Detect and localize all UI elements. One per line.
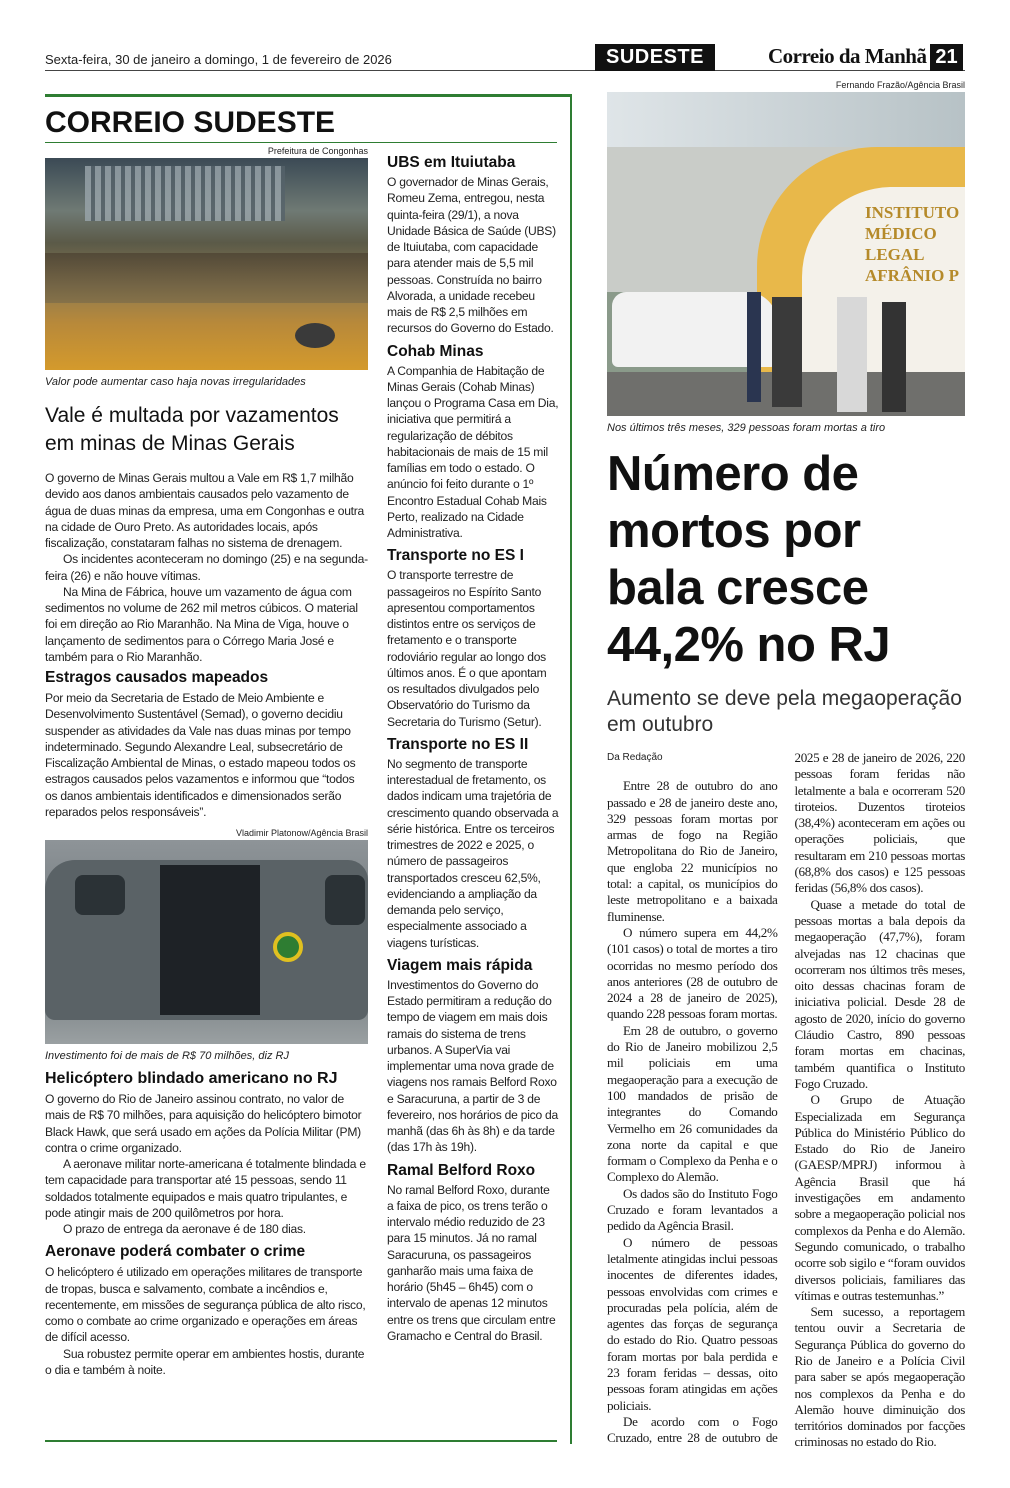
article-body — [45, 1091, 368, 1237]
paragraph: O helicóptero é utilizado em operações militares de transporte de tropas, busca e salvamento, combate a incêndios e, recentemente, em missões de segurança pública de alto risco, como o combate ao crime organizado e operações em áreas de difícil acesso. — [45, 1265, 366, 1345]
left-column — [45, 146, 368, 1378]
paragraph: O número de pessoas letalmente atingidas inclui pessoas inocentes de diferentes idades, pessoas envolvidas com crimes e procuradas pela polícia, além de agentes das forças de segurança do estado do Rio. Quatro pessoas foram mortas por bala perdida e 23 foram feridas – dessas, oito pessoas foram atingidas em ações policiais. — [607, 1234, 778, 1413]
paragraph: Os dados são do Instituto Fogo Cruzado e foram levantados a pedido da Agência Brasil. — [607, 1185, 778, 1234]
paragraph: O número supera em 44,2% (101 casos) o total de mortes a tiro ocorridas no mesmo período dos anos anteriores (28 de outubro de 2024 a 28 de janeiro de 2025), quando 228 pessoas foram mortas. — [607, 924, 778, 1022]
brief-title: Cohab Minas — [387, 342, 484, 360]
main-subtitle: Aumento se deve pela megaoperação em outubro — [607, 687, 962, 736]
byline: Da Redação — [607, 752, 663, 763]
article-headline: Vale é multada por vazamentos em minas de Minas Gerais — [45, 404, 339, 455]
paragraph: Em 28 de outubro, o governo do Rio de Janeiro mobilizou 2,5 mil policiais em uma megaoperação para a execução de 100 mandados de prisão de integrantes do Comando Vermelho em 26 comunidades da zona norte da capital e que formam o Complexo da Penha e o Complexo do Alemão. — [607, 1022, 778, 1185]
brief-text: Investimentos do Governo do Estado permitiram a redução do tempo de viagem em mais dois ramais do sistema de trens urbanos. A SuperVia vai implementar uma nova grade de viagens nos ramais Belford Roxo e Saracuruna, a partir de 3 de fevereiro, nos horários de pico da manhã (das 6h às 8h) e da tarde (das 17h às 19h). — [387, 977, 558, 1155]
brief-title: Transporte no ES II — [387, 735, 529, 753]
paragraph: Sem sucesso, a reportagem tentou ouvir a Secretaria de Segurança Pública do governo do Rio de Janeiro e a Polícia Civil para saber se após megaoperação nos complexos da Penha e do Alemão houve diminuição dos territórios dominados por facções criminosas no estado do Rio. — [794, 1304, 965, 1450]
brief-item — [387, 154, 559, 337]
paragraph: O governo de Minas Gerais multou a Vale em R$ 1,7 milhão devido aos danos ambientais causados pelo vazamento de água de duas minas da empresa, uma em Congonhas e outra na cidade de Ouro Preto. As autoridades locais, após fiscalização, constataram falhas no sistema de drenagem. — [45, 471, 365, 550]
brief-item — [387, 343, 559, 542]
mine-flood-photo — [45, 158, 368, 370]
photo-caption: Nos últimos três meses, 329 pessoas foram mortas a tiro — [607, 422, 886, 434]
photo-caption: Valor pode aumentar caso haja novas irregularidades — [45, 376, 306, 388]
article-body — [45, 470, 368, 665]
brief-text: A Companhia de Habitação de Minas Gerais (Cohab Minas) lançou o Programa Casa em Dia, iniciativa que permitirá a regularização de débitos habitacionais de mais de 15 mil famílias em todo o estado. O anúncio foi feito durante o 1º Encontro Estadual Cohab Mais Perto, realizado na Cidade Administrativa. — [387, 363, 559, 540]
paragraph: Entre 28 de outubro do ano passado e 28 de janeiro deste ano, 329 pessoas foram mortas por armas de fogo na Região Metropolitana do Rio de Janeiro, que engloba 22 municípios no total: a capital, os municípios do leste metropolitano e a baixada fluminense. — [607, 778, 778, 924]
paragraph: O prazo de entrega da aeronave é de 180 dias. — [63, 1222, 306, 1236]
building-sign: INSTITUTO MÉDICO LEGAL AFRÂNIO P — [865, 203, 960, 285]
news-briefs — [387, 150, 559, 1344]
brief-title: Transporte no ES I — [387, 547, 524, 565]
brief-title: UBS em Ituiutaba — [387, 154, 516, 171]
brief-item — [387, 547, 559, 730]
paragraph: Quase a metade do total de pessoas mortas a bala depois da megaoperação (47,7%), foram alvejadas nas 12 chacinas que ocorreram nos últimos três meses, oito dessas chacinas foram de iniciativa policial. Desde 28 de agosto de 2020, início do governo Cláudio Castro, 890 pessoas foram mortas em chacinas, também quantifica o Instituto Fogo Cruzado. — [794, 896, 965, 1091]
brief-text: O governador de Minas Gerais, Romeu Zema, entregou, nesta quinta-feira (29/1), a nova Unidade Básica de Saúde (UBS) de Ituiutaba, com capacidade para atender mais de 5,5 mil pessoas. Construída no bairro Alvorada, a unidade recebeu mais de R$ 2,5 milhões em recursos do Governo do Estado. — [387, 175, 556, 336]
brief-text: O transporte terrestre de passageiros no Espírito Santo apresentou comportamentos distintos entre os serviços de fretamento e o transporte rodoviário regular ao longo dos últimos anos. É o que apontam os resultados divulgados pelo Observatório do Turismo da Secretaria do Turismo (Setur). — [387, 568, 547, 729]
brief-item — [387, 736, 559, 951]
photo-credit: Fernando Frazão/Agência Brasil — [835, 80, 965, 90]
brief-item — [387, 1162, 559, 1345]
box-top-rule — [45, 94, 572, 97]
helicopter-article — [45, 828, 368, 1378]
vale-article — [45, 146, 368, 820]
article-headline: Helicóptero blindado americano no RJ — [45, 1070, 338, 1087]
helicopter-photo — [45, 840, 368, 1044]
edition-date: Sexta-feira, 30 de janeiro a domingo, 1 de fevereiro de 2026 — [45, 52, 392, 67]
paragraph: Na Mina de Fábrica, houve um vazamento de água com sedimentos no volume de 262 mil metros cúbicos. O material foi em direção ao Rio Maranhão. Na Mina de Viga, houve o lançamento de sedimentos para o Córrego Maria José e também para o Rio Maranhão. — [45, 584, 358, 664]
section-label: SUDESTE — [595, 44, 715, 71]
box-bottom-rule — [45, 1440, 557, 1442]
photo-caption: Investimento foi de mais de R$ 70 milhões, diz RJ — [45, 1050, 289, 1062]
box-side-rule — [570, 94, 572, 1444]
brief-title: Viagem mais rápida — [387, 956, 533, 974]
article-body — [45, 1264, 368, 1378]
article-subhead: Aeronave poderá combater o crime — [45, 1243, 306, 1261]
paragraph: O Grupo de Atuação Especializada em Segurança Pública do Ministério Público do Estado do Rio de Janeiro (GAESP/MPRJ) informou à Agência Brasil que há investigações em andamento sobre a megaoperação policial nos complexos da Penha e do Alemão. Segundo comunicado, o trabalho ocorre sob sigilo e “foram ouvidos diversos policiais, familiares das vítimas e outras testemunhas.” — [794, 1092, 965, 1303]
article-subhead: Estragos causados mapeados — [45, 669, 269, 686]
box-title-rule — [45, 142, 557, 143]
box-title: CORREIO SUDESTE — [45, 106, 336, 139]
iml-building-photo — [607, 92, 965, 416]
paragraph: A aeronave militar norte-americana é totalmente blindada e tem capacidade para transportar até 15 pessoas, sendo 11 soldados totalmente equipados e mais quatro tripulantes, e pode atingir mais de 200 quilômetros por hora. — [45, 1157, 366, 1220]
newspaper-logo: Correio da Manhã — [768, 44, 927, 68]
article-body — [45, 690, 368, 820]
main-headline: Número de mortos por bala cresce 44,2% no RJ — [607, 447, 891, 672]
brief-text: No ramal Belford Roxo, durante a faixa de pico, os trens terão o intervalo médio reduzido de 23 para 15 minutos. Já no ramal Saracuruna, os passageiros ganharão mais uma faixa de horário (5h45 – 6h45) com o intervalo de apenas 12 minutos entre os trens que circulam entre Gramacho e Central do Brasil. — [387, 1182, 556, 1343]
paragraph: De acordo com o Fogo Cruzado, entre 28 de outubro de 2025 e 28 de janeiro de 2026, 220 pessoas foram feridas não letalmente a bala e ocorreram 520 tiroteios. Duzentos tiroteios (38,4%) aconteceram em ações ou operações policiais, que resultaram em 210 pessoas mortas (68,8% dos casos) e 125 pessoas feridas (56,8% dos casos). — [607, 750, 965, 1446]
brief-text: No segmento de transporte interestadual de fretamento, os dados indicam uma trajetória de crescimento quando observada a série histórica. Entre os terceiros trimestres de 2022 e 2025, o número de passageiros transportados cresceu 62,5%, evidenciando a ampliação da demanda pelo serviço, especialmente associado a viagens turísticas. — [387, 756, 559, 950]
main-body — [607, 750, 965, 1451]
paragraph: Por meio da Secretaria de Estado de Meio Ambiente e Desenvolvimento Sustentável (Semad), o governo decidiu suspender as atividades da Vale nas duas minas por tempo indeterminado. Segundo Alexandre Leal, subsecretário de Fiscalização Ambiental de Minas, o estado mapeou todos os estragos causados pelos vazamentos e informou que “todos os danos ambientais identificados e dimensionados serão reparados pelos responsáveis”. — [45, 691, 356, 819]
paragraph: O governo do Rio de Janeiro assinou contrato, no valor de mais de R$ 70 milhões, para aquisição do helicóptero bimotor Black Hawk, que será usado em ações da Polícia Militar (PM) contra o crime organizado. — [45, 1092, 362, 1155]
paragraph: Os incidentes aconteceram no domingo (25) e na segunda-feira (26) e não houve vítimas. — [45, 552, 368, 583]
main-article — [607, 80, 965, 738]
paragraph: Sua robustez permite operar em ambientes hostis, durante o dia e também à noite. — [45, 1346, 365, 1377]
brief-item — [387, 957, 559, 1156]
photo-credit: Vladimir Platonow/Agência Brasil — [235, 828, 368, 838]
header-rule — [45, 70, 965, 71]
brief-title: Ramal Belford Roxo — [387, 1161, 536, 1179]
page-number: 21 — [930, 44, 963, 71]
photo-credit: Prefeitura de Congonhas — [267, 146, 368, 156]
